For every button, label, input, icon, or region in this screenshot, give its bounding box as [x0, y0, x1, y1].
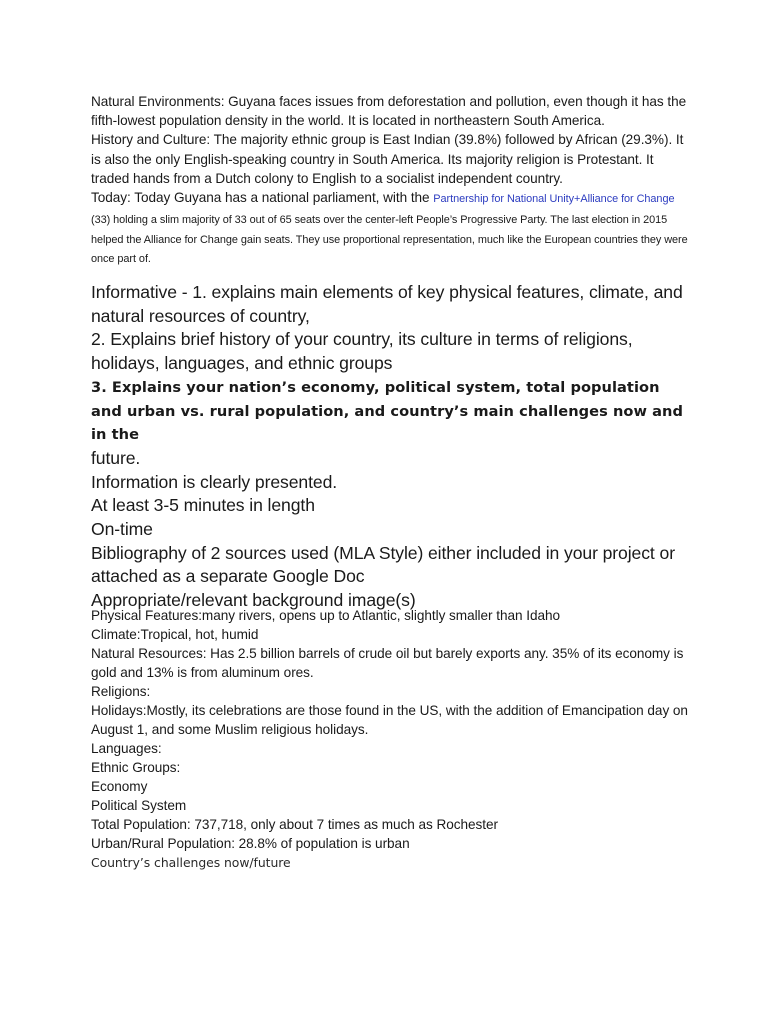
- note-languages: Languages:: [91, 741, 162, 756]
- note-total-population: Total Population: 737,718, only about 7 times as much as Rochester: [91, 817, 499, 832]
- note-climate: Climate:Tropical, hot, humid: [91, 627, 259, 642]
- note-physical-features: Physical Features:many rivers, opens up to Atlantic, slightly smaller than Idaho: [91, 608, 560, 623]
- rubric-line-bibliography: Bibliography of 2 sources used (MLA Style) either included in your project or attached as a separate Google Doc: [91, 542, 675, 587]
- today-rest-text: (33) holding a slim majority of 33 out of 65 seats over the center-left People’s Progressive Party. The last election in 2015 helped the Alliance for Change gain seats. They use proportional representation, much like the European countries they were once part of.: [91, 214, 688, 266]
- rubric-line-ontime: On-time: [91, 519, 153, 540]
- rubric-line-info: Information is clearly presented.: [91, 471, 338, 492]
- note-economy: Economy: [91, 779, 148, 794]
- note-political-system: Political System: [91, 798, 187, 813]
- note-ethnic-groups: Ethnic Groups:: [91, 760, 181, 775]
- note-religions: Religions:: [91, 684, 151, 699]
- note-holidays: Holidays:Mostly, its celebrations are those found in the US, with the addition of Emancipation day on August 1, and some Muslim religious holidays.: [91, 703, 688, 737]
- note-challenges: Country’s challenges now/future: [91, 855, 291, 870]
- rubric-line-background: Appropriate/relevant background image(s): [91, 590, 416, 611]
- notes-section: [91, 606, 691, 872]
- rubric-item-3-end: future.: [91, 447, 141, 468]
- today-lead-text: Today: Today Guyana has a national parliament, with the: [91, 190, 434, 206]
- rubric-item-3: 3. Explains your nation’s economy, political system, total population and urban vs. rural population, and country’s main challenges now and in the: [91, 378, 683, 444]
- party-link[interactable]: Partnership for National Unity+Alliance for Change: [433, 193, 675, 206]
- history-culture-paragraph: History and Culture: The majority ethnic group is East Indian (39.8%) followed by African (29.3%). It is also the only English-speaking country in South America. Its majority religion is Protestant. It traded hands from a Dutch colony to English to a socialist independent country.: [91, 132, 684, 186]
- natural-environments-paragraph: Natural Environments: Guyana faces issues from deforestation and pollution, even though it has the fifth-lowest population density in the world. It is located in northeastern South America.: [91, 94, 687, 129]
- rubric-item-2: 2. Explains brief history of your country, its culture in terms of religions, holidays, languages, and ethnic groups: [91, 329, 633, 374]
- rubric-section: [91, 281, 691, 613]
- note-natural-resources: Natural Resources: Has 2.5 billion barrels of crude oil but barely exports any. 35% of its economy is gold and 13% is from aluminum ores.: [91, 646, 684, 680]
- intro-section: [91, 92, 691, 268]
- today-paragraph: [91, 188, 691, 268]
- rubric-line-length: At least 3-5 minutes in length: [91, 495, 315, 516]
- rubric-item-1: Informative - 1. explains main elements of key physical features, climate, and natural resources of country,: [91, 282, 683, 326]
- note-urban-rural: Urban/Rural Population: 28.8% of population is urban: [91, 836, 410, 851]
